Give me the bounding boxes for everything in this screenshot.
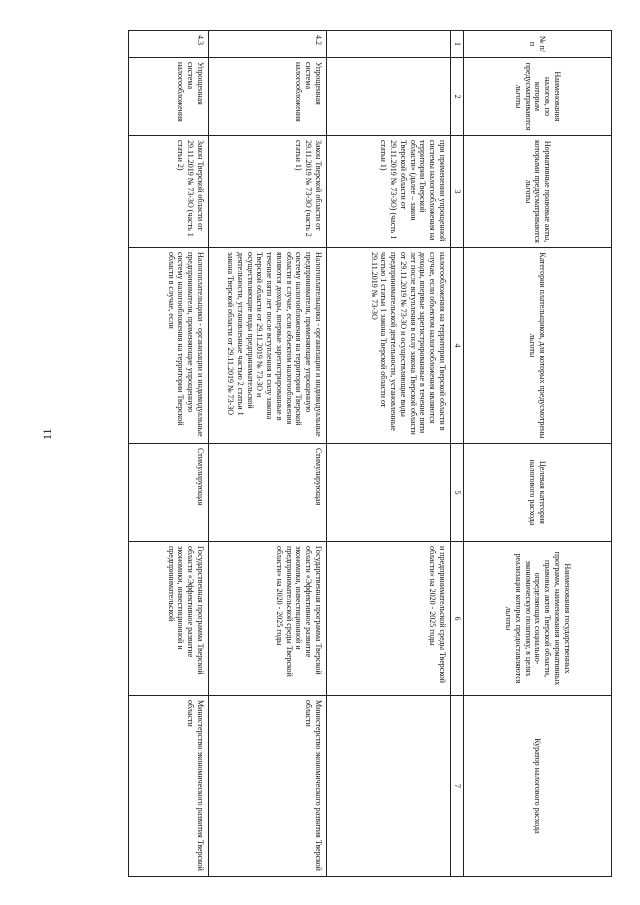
cell-program: Государственная программа Тверской области «Эффективное развитие экономики, инвестиционной и предпринимательской: [129, 542, 209, 696]
column-number: 7: [451, 696, 464, 877]
cell-act: при применении упрощенной системы налогообложения на территории Тверской области» (далее – закон Тверской области от 29.11.2019 № 73-ЗО) (часть 1 статьи 1): [327, 136, 451, 248]
table-row: [209, 31, 327, 877]
header-cell-target: Целевая категория налогового расхода: [464, 444, 612, 542]
column-number: 3: [451, 136, 464, 248]
cell-category: Налогоплательщики - организации и индивидуальные предприниматели, применяющие упрощенную систему налогообложения на территории Тверской области в случае, если: [129, 248, 209, 444]
tax-expenditure-table: [128, 30, 612, 877]
rotated-page: [162, 30, 612, 876]
cell-program: Государственная программа Тверской области «Эффективное развитие экономики, инвестиционной и предпринимательской среды Тверской области» на 2020 - 2025 годы: [209, 542, 327, 696]
header-cell-category: Категории плательщиков, для которых предусмотрены льготы: [464, 248, 612, 444]
cell-act: Закон Тверской области от 29.11.2019 № 73-ЗО (часть 2 статьи 1): [209, 136, 327, 248]
cell-num: 4.3: [129, 31, 209, 58]
cell-curator: Министерство экономического развития Тверской области: [129, 696, 209, 877]
column-number: 5: [451, 444, 464, 542]
cell-curator: [327, 696, 451, 877]
column-number: 4: [451, 248, 464, 444]
cell-num: [327, 31, 451, 58]
cell-program: и предпринимательской среды Тверской области» на 2020 - 2025 годы: [327, 542, 451, 696]
header-cell-program: Наименования государственных программ, наименования нормативных правовых актов Тверской области, определяющих социально-экономическую политику, в целях реализации которых предоставляются льготы: [464, 542, 612, 696]
cell-target: Стимулирующая: [209, 444, 327, 542]
cell-curator: Министерство экономического развития Тверской области: [209, 696, 327, 877]
cell-num: 4.2: [209, 31, 327, 58]
cell-target: Стимулирующая: [129, 444, 209, 542]
cell-tax: Упрощенная система налогообложения: [129, 58, 209, 136]
cell-tax: Упрощенная система налогообложения: [209, 58, 327, 136]
cell-category: налогообложения на территории Тверской области в случае, если объектом налогообложения являются доходы, впервые зарегистрированные в течение пяти лет после вступления в силу закона Тверской области от 29.11.2019 № 73-ЗО и осуществляющие виды предпринимательской деятельности, установленные частью 1 статьи 1 закона Тверской области от 29.11.2019 № 73-ЗО: [327, 248, 451, 444]
page-number: 11: [40, 428, 54, 440]
header-row: [464, 31, 612, 877]
cell-act: Закон Тверской области от 29.11.2019 № 73-ЗО (часть 1 статьи 2): [129, 136, 209, 248]
column-number: 6: [451, 542, 464, 696]
cell-target: [327, 444, 451, 542]
table-row: [129, 31, 209, 877]
cell-tax: [327, 58, 451, 136]
column-number-row: [451, 31, 464, 877]
header-cell-tax: Наименования налогов, по которым предусматриваются льготы: [464, 58, 612, 136]
table-row: [327, 31, 451, 877]
column-number: 2: [451, 58, 464, 136]
header-cell-num: № п/п: [464, 31, 612, 58]
header-cell-act: Нормативные правовые акты, которыми предусматриваются льготы: [464, 136, 612, 248]
header-cell-curator: Куратор налогового расхода: [464, 696, 612, 877]
cell-category: Налогоплательщики - организации и индивидуальные предприниматели, применяющие упрощенную систему налогообложения на территории Тверской области в случае, если объектом налогообложения являются доходы, впервые зарегистрированные в течение пяти лет после вступления в силу закона Тверской области от 29.11.2019 № 73-ЗО и осуществляющие виды предпринимательской деятельности, установленные частью 2 статьи 1 закона Тверской области от 29.11.2019 № 73-ЗО: [209, 248, 327, 444]
column-number: 1: [451, 31, 464, 58]
